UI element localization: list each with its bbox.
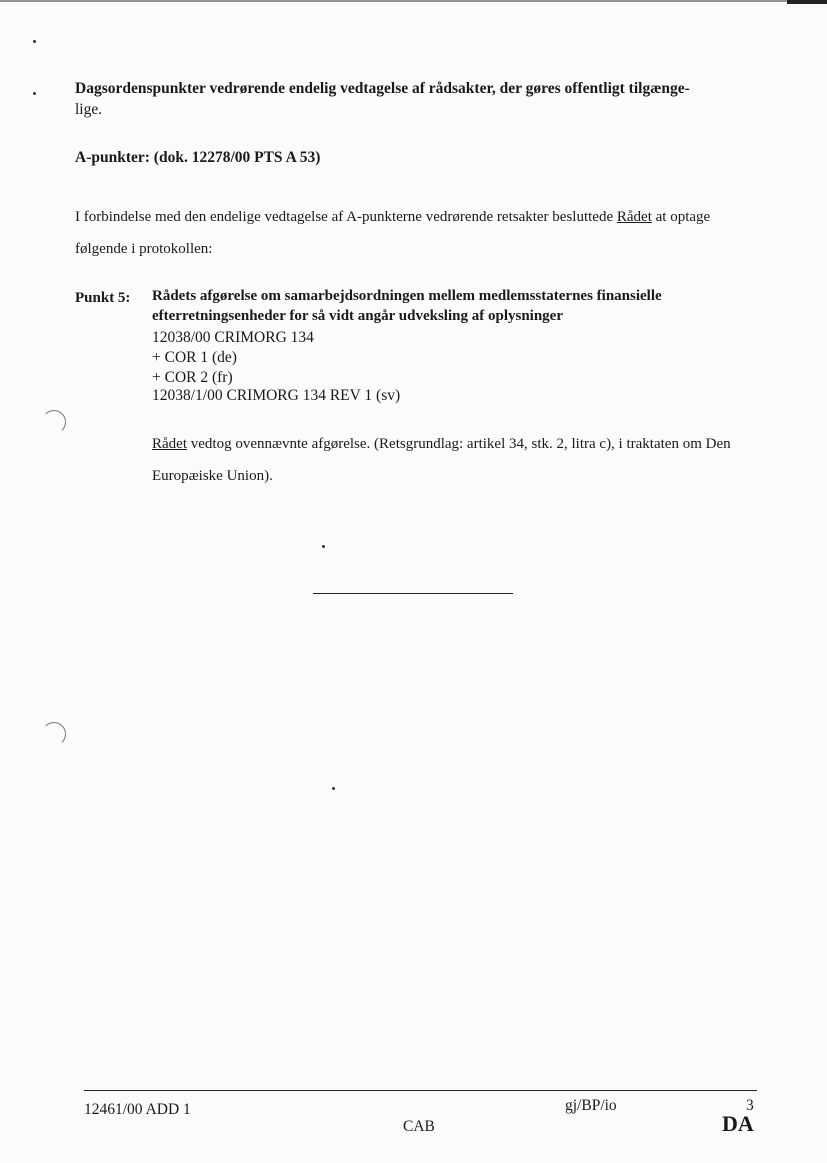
footer-page-number: 3 [746, 1097, 754, 1114]
intro-radet: Rådet [616, 209, 652, 225]
agenda-heading [75, 78, 745, 120]
scan-speck [332, 787, 335, 790]
doc-reference: 12038/1/00 CRIMORG 134 REV 1 (sv) [152, 387, 401, 404]
footer-department: CAB [403, 1118, 435, 1135]
footer-language-code: DA [722, 1111, 754, 1136]
doc-reference: 12038/00 CRIMORG 134 [152, 329, 314, 346]
punkt-title-line2: efterretningsenheder for så vidt angår udveksling af oplysninger [152, 308, 563, 324]
punkt-label: Punkt 5: [75, 290, 131, 306]
scan-speck [322, 545, 325, 548]
scan-edge-mark [787, 0, 827, 4]
a-points-heading: A-punkter: (dok. 12278/00 PTS A 53) [75, 149, 321, 166]
scan-hole-mark [42, 410, 66, 434]
scan-hole-mark [42, 722, 66, 746]
agenda-heading-text: Dagsordenspunkter vedrørende endelig vedtagelse af rådsakter, der gøres offentligt tilgænge- [75, 80, 690, 97]
agenda-heading-continuation: lige. [75, 101, 103, 118]
punkt-title [152, 286, 742, 326]
scan-speck [33, 92, 36, 95]
decision-paragraph [152, 428, 752, 492]
footer-doc-ref: 12461/00 ADD 1 [84, 1101, 191, 1118]
decision-radet: Rådet [152, 436, 187, 452]
doc-reference: + COR 2 (fr) [152, 369, 233, 386]
intro-text-after: at optage følgende i protokollen: [75, 209, 711, 257]
footer-initials: gj/BP/io [565, 1097, 617, 1114]
separator-rule [313, 593, 513, 594]
decision-text: vedtog ovennævnte afgørelse. (Retsgrundlag: artikel 34, stk. 2, litra c), i traktaten om Den Europæiske Union). [152, 436, 731, 484]
intro-paragraph [75, 201, 745, 265]
punkt-title-line1: Rådets afgørelse om samarbejdsordningen mellem medlemsstaternes finansielle [152, 288, 662, 304]
doc-reference: + COR 1 (de) [152, 349, 237, 366]
footer-rule [84, 1090, 757, 1091]
scan-edge-top [0, 0, 827, 2]
intro-text-before: I forbindelse med den endelige vedtagelse af A-punkterne vedrørende retsakter besluttede [75, 209, 617, 225]
scan-speck [33, 40, 36, 43]
